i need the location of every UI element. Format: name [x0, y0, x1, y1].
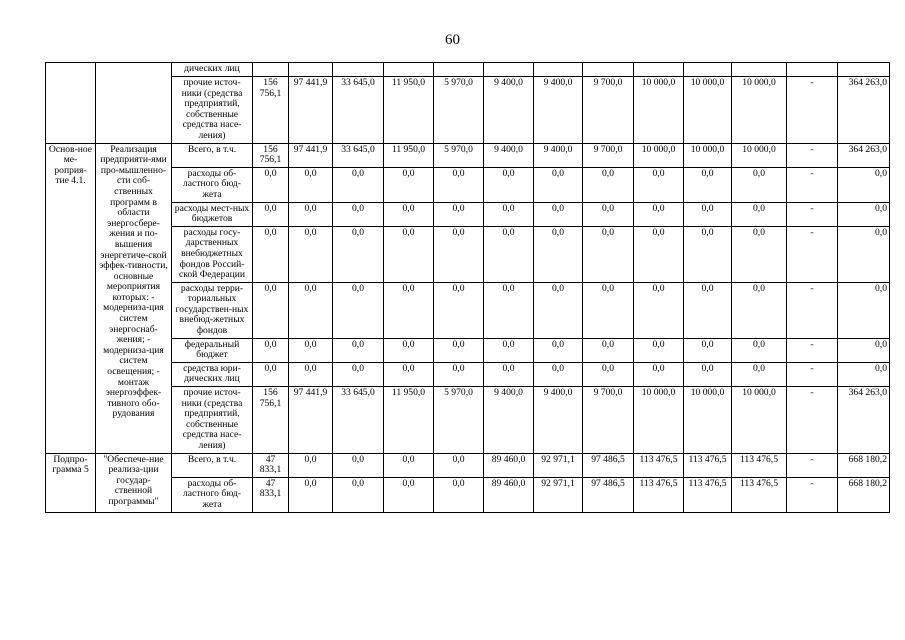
value-cell: 9 700,0	[583, 143, 634, 167]
value-cell: 0,0	[333, 202, 384, 226]
value-cell: 47 833,1	[253, 453, 289, 477]
value-cell: 0,0	[484, 338, 534, 362]
value-cell: 0,0	[634, 226, 684, 282]
value-cell: 0,0	[634, 202, 684, 226]
value-cell: 0,0	[534, 226, 583, 282]
value-cell: 364 263,0	[838, 387, 890, 454]
value-cell: 0,0	[434, 202, 484, 226]
value-cell: 0,0	[684, 282, 732, 338]
value-cell: 0,0	[684, 226, 732, 282]
value-cell: -	[787, 202, 838, 226]
funding-source-label: средства юри-дических лиц	[172, 362, 253, 386]
value-cell	[838, 63, 890, 77]
value-cell: 0,0	[732, 282, 787, 338]
table-row	[46, 453, 890, 477]
value-cell: 0,0	[289, 338, 333, 362]
value-cell: 0,0	[434, 282, 484, 338]
value-cell: 0,0	[534, 202, 583, 226]
value-cell: 668 180,2	[838, 453, 890, 477]
value-cell: 0,0	[434, 338, 484, 362]
value-cell: -	[787, 143, 838, 167]
value-cell: 0,0	[333, 477, 384, 512]
value-cell: 0,0	[384, 453, 434, 477]
value-cell: 10 000,0	[684, 387, 732, 454]
value-cell: 0,0	[732, 362, 787, 386]
value-cell	[732, 63, 787, 77]
value-cell: 0,0	[583, 282, 634, 338]
value-cell: 97 486,5	[583, 453, 634, 477]
value-cell: 9 400,0	[484, 143, 534, 167]
value-cell: 0,0	[583, 202, 634, 226]
value-cell: 0,0	[384, 282, 434, 338]
value-cell: 0,0	[434, 362, 484, 386]
value-cell: 0,0	[289, 202, 333, 226]
value-cell: 97 441,9	[289, 387, 333, 454]
value-cell: 0,0	[634, 362, 684, 386]
value-cell: 364 263,0	[838, 77, 890, 144]
value-cell: 0,0	[253, 226, 289, 282]
value-cell: 0,0	[484, 202, 534, 226]
value-cell: 47 833,1	[253, 477, 289, 512]
value-cell: 113 476,5	[732, 453, 787, 477]
value-cell: 97 441,9	[289, 143, 333, 167]
value-cell: 0,0	[583, 362, 634, 386]
value-cell: 0,0	[534, 167, 583, 202]
value-cell: 668 180,2	[838, 477, 890, 512]
value-cell: 0,0	[484, 167, 534, 202]
value-cell: 0,0	[484, 362, 534, 386]
value-cell: 156 756,1	[253, 387, 289, 454]
table-row	[46, 167, 890, 202]
funding-source-label: расходы госу-дарственных внебюджетных фондов Россий-ской Федерации	[172, 226, 253, 282]
funding-source-label: Всего, в т.ч.	[172, 143, 253, 167]
value-cell: 0,0	[434, 167, 484, 202]
value-cell: 0,0	[732, 226, 787, 282]
value-cell: 10 000,0	[732, 387, 787, 454]
value-cell: 113 476,5	[732, 477, 787, 512]
value-cell: -	[787, 362, 838, 386]
table-row	[46, 77, 890, 144]
value-cell: -	[787, 477, 838, 512]
table-row	[46, 477, 890, 512]
value-cell: 156 756,1	[253, 143, 289, 167]
value-cell: 0,0	[289, 362, 333, 386]
value-cell: 0,0	[838, 282, 890, 338]
value-cell: 9 400,0	[484, 387, 534, 454]
description-cell	[96, 63, 172, 144]
value-cell: 113 476,5	[684, 453, 732, 477]
value-cell: 0,0	[333, 282, 384, 338]
value-cell: 0,0	[838, 362, 890, 386]
value-cell: 0,0	[534, 362, 583, 386]
measure-cell: Подпро-грамма 5	[46, 453, 96, 512]
funding-source-label: Всего, в т.ч.	[172, 453, 253, 477]
value-cell: 364 263,0	[838, 143, 890, 167]
value-cell: 0,0	[684, 362, 732, 386]
value-cell: 0,0	[583, 338, 634, 362]
measure-cell	[46, 63, 96, 144]
description-cell: "Обеспече-ние реализа-ции государ-ственной программы"	[96, 453, 172, 512]
table-row	[46, 387, 890, 454]
value-cell: 0,0	[333, 453, 384, 477]
value-cell: 0,0	[289, 282, 333, 338]
value-cell: 10 000,0	[634, 143, 684, 167]
value-cell: 113 476,5	[634, 477, 684, 512]
value-cell: 0,0	[434, 477, 484, 512]
value-cell: 0,0	[684, 202, 732, 226]
value-cell: 0,0	[333, 167, 384, 202]
value-cell	[384, 63, 434, 77]
value-cell: -	[787, 226, 838, 282]
page-number: 60	[445, 32, 460, 48]
value-cell: 11 950,0	[384, 387, 434, 454]
value-cell: 33 645,0	[333, 77, 384, 144]
value-cell: 0,0	[484, 226, 534, 282]
value-cell	[253, 63, 289, 77]
value-cell: 0,0	[484, 282, 534, 338]
funding-source-label: прочие источ-ники (средства предприятий, собственные средства насе-ления)	[172, 77, 253, 144]
value-cell: 10 000,0	[684, 77, 732, 144]
value-cell: 0,0	[634, 282, 684, 338]
budget-table	[45, 62, 890, 513]
value-cell: 0,0	[253, 282, 289, 338]
value-cell: 0,0	[253, 338, 289, 362]
value-cell: 0,0	[732, 202, 787, 226]
value-cell: 156 756,1	[253, 77, 289, 144]
table-row	[46, 338, 890, 362]
value-cell: 10 000,0	[732, 143, 787, 167]
funding-source-label: расходы об-ластного бюд-жета	[172, 167, 253, 202]
value-cell: 0,0	[253, 202, 289, 226]
value-cell: 5 970,0	[434, 77, 484, 144]
value-cell: 5 970,0	[434, 143, 484, 167]
value-cell	[434, 63, 484, 77]
value-cell: 0,0	[732, 338, 787, 362]
value-cell: 9 400,0	[534, 77, 583, 144]
description-cell: Реализация предприяти-ями про-мышленно-сти соб-ственных программ в области энергосбере-жения и по-вышения энергетиче-ской эффек-тивности, основные мероприятия которых: - модерниза-ция систем энергоснаб-жения; - модерниза-ция систем освещения; - монтаж энергоэффек-тивного обо-рудования	[96, 143, 172, 453]
value-cell: 10 000,0	[634, 77, 684, 144]
measure-cell: Основ-ное ме-роприя-тие 4.1.	[46, 143, 96, 453]
value-cell: 11 950,0	[384, 77, 434, 144]
value-cell: 0,0	[534, 282, 583, 338]
value-cell: 92 971,1	[534, 477, 583, 512]
value-cell: 0,0	[583, 226, 634, 282]
value-cell: 0,0	[684, 167, 732, 202]
table-body	[46, 63, 890, 513]
value-cell: -	[787, 387, 838, 454]
value-cell: 10 000,0	[684, 143, 732, 167]
value-cell: 0,0	[732, 167, 787, 202]
value-cell: 33 645,0	[333, 387, 384, 454]
value-cell: 0,0	[434, 453, 484, 477]
value-cell: 11 950,0	[384, 143, 434, 167]
value-cell: 5 970,0	[434, 387, 484, 454]
funding-source-label: расходы терри-ториальных государствен-ных внебюд-жетных фондов	[172, 282, 253, 338]
value-cell: 9 700,0	[583, 77, 634, 144]
value-cell: 0,0	[684, 338, 732, 362]
value-cell	[787, 63, 838, 77]
value-cell: 113 476,5	[634, 453, 684, 477]
value-cell: 0,0	[583, 167, 634, 202]
value-cell: 9 400,0	[534, 387, 583, 454]
value-cell: 0,0	[838, 202, 890, 226]
value-cell: 0,0	[333, 362, 384, 386]
funding-source-label: расходы об-ластного бюд-жета	[172, 477, 253, 512]
value-cell: 10 000,0	[732, 77, 787, 144]
value-cell: 0,0	[634, 167, 684, 202]
value-cell: 0,0	[253, 167, 289, 202]
value-cell: -	[787, 338, 838, 362]
table-row	[46, 63, 890, 77]
value-cell: 9 400,0	[534, 143, 583, 167]
value-cell: 0,0	[838, 167, 890, 202]
value-cell: 0,0	[333, 338, 384, 362]
value-cell: 97 441,9	[289, 77, 333, 144]
table-row	[46, 143, 890, 167]
table-row	[46, 202, 890, 226]
table-row	[46, 282, 890, 338]
value-cell: 0,0	[253, 362, 289, 386]
table-row	[46, 362, 890, 386]
value-cell: -	[787, 77, 838, 144]
value-cell: -	[787, 453, 838, 477]
value-cell: 33 645,0	[333, 143, 384, 167]
value-cell	[289, 63, 333, 77]
value-cell	[684, 63, 732, 77]
value-cell: 92 971,1	[534, 453, 583, 477]
value-cell: 89 460,0	[484, 453, 534, 477]
value-cell: 10 000,0	[634, 387, 684, 454]
table-row	[46, 226, 890, 282]
value-cell: 0,0	[634, 338, 684, 362]
value-cell: 0,0	[384, 477, 434, 512]
value-cell: 0,0	[289, 477, 333, 512]
value-cell: 89 460,0	[484, 477, 534, 512]
funding-source-label: федеральный бюджет	[172, 338, 253, 362]
value-cell: 0,0	[434, 226, 484, 282]
value-cell: 0,0	[534, 338, 583, 362]
value-cell: 9 400,0	[484, 77, 534, 144]
funding-source-label: расходы мест-ных бюджетов	[172, 202, 253, 226]
value-cell: 0,0	[289, 167, 333, 202]
value-cell	[634, 63, 684, 77]
value-cell: 97 486,5	[583, 477, 634, 512]
value-cell: 0,0	[384, 362, 434, 386]
funding-source-label: прочие источ-ники (средства предприятий, собственные средства насе-ления)	[172, 387, 253, 454]
value-cell: 0,0	[838, 226, 890, 282]
value-cell: 113 476,5	[684, 477, 732, 512]
funding-source-label: дических лиц	[172, 63, 253, 77]
value-cell: 9 700,0	[583, 387, 634, 454]
value-cell	[333, 63, 384, 77]
value-cell: -	[787, 282, 838, 338]
value-cell: 0,0	[384, 338, 434, 362]
value-cell: 0,0	[838, 338, 890, 362]
value-cell: -	[787, 167, 838, 202]
value-cell: 0,0	[384, 226, 434, 282]
value-cell: 0,0	[384, 202, 434, 226]
value-cell: 0,0	[333, 226, 384, 282]
value-cell	[583, 63, 634, 77]
value-cell	[484, 63, 534, 77]
value-cell	[534, 63, 583, 77]
value-cell: 0,0	[384, 167, 434, 202]
value-cell: 0,0	[289, 453, 333, 477]
value-cell: 0,0	[289, 226, 333, 282]
